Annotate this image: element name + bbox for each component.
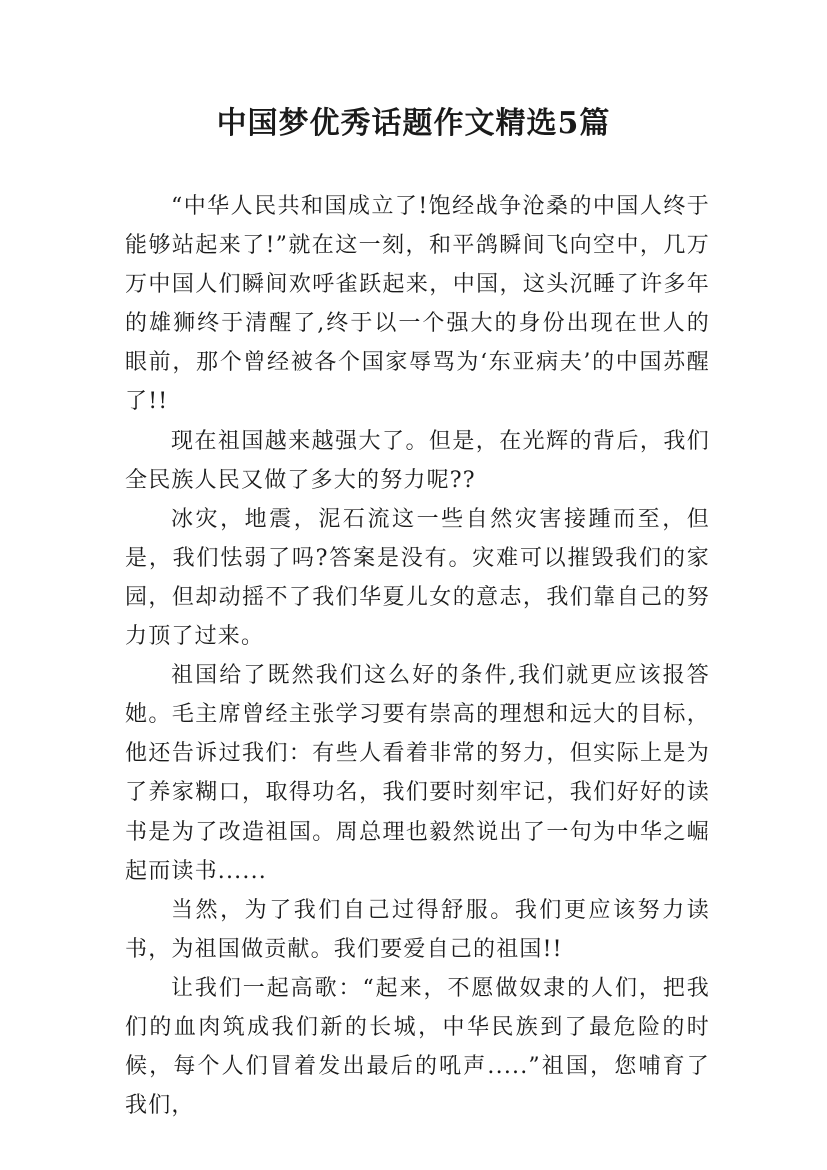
paragraph: “中华人民共和国成立了!饱经战争沧桑的中国人终于能够站起来了!”就在这一刻，和平鸽瞬间飞向空中，几万万中国人们瞬间欢呼雀跃起来，中国，这头沉睡了许多年的雄狮终于清醒了,终于以一个强大的身份出现在世人的眼前，那个曾经被各个国家辱骂为‘东亚病夫’的中国苏醒了!! (125, 194, 710, 415)
paragraph: 现在祖国越来越强大了。但是，在光辉的背后，我们全民族人民又做了多大的努力呢?? (125, 428, 710, 493)
document-body (125, 187, 710, 1125)
paragraph: 当然，为了我们自己过得舒服。我们更应该努力读书，为祖国做贡献。我们要爱自己的祖国!! (125, 897, 710, 962)
document-title: 中国梦优秀话题作文精选5篇 (216, 106, 611, 141)
paragraph: 祖国给了既然我们这么好的条件,我们就更应该报答她。毛主席曾经主张学习要有崇高的理想和远大的目标，他还告诉过我们：有些人看着非常的努力，但实际上是为了养家糊口，取得功名，我们要时刻牢记，我们好好的读书是为了改造祖国。周总理也毅然说出了一句为中华之崛起而读书...... (125, 663, 710, 884)
paragraph: 让我们一起高歌：“起来，不愿做奴隶的人们，把我们的血肉筑成我们新的长城，中华民族到了最危险的时候，每个人们冒着发出最后的吼声.....”祖国，您哺育了我们， (125, 975, 710, 1119)
paragraph: 冰灾，地震，泥石流这一些自然灾害接踵而至，但是，我们怯弱了吗?答案是没有。灾难可以摧毁我们的家园，但却动摇不了我们华夏儿女的意志，我们靠自己的努力顶了过来。 (125, 506, 710, 650)
